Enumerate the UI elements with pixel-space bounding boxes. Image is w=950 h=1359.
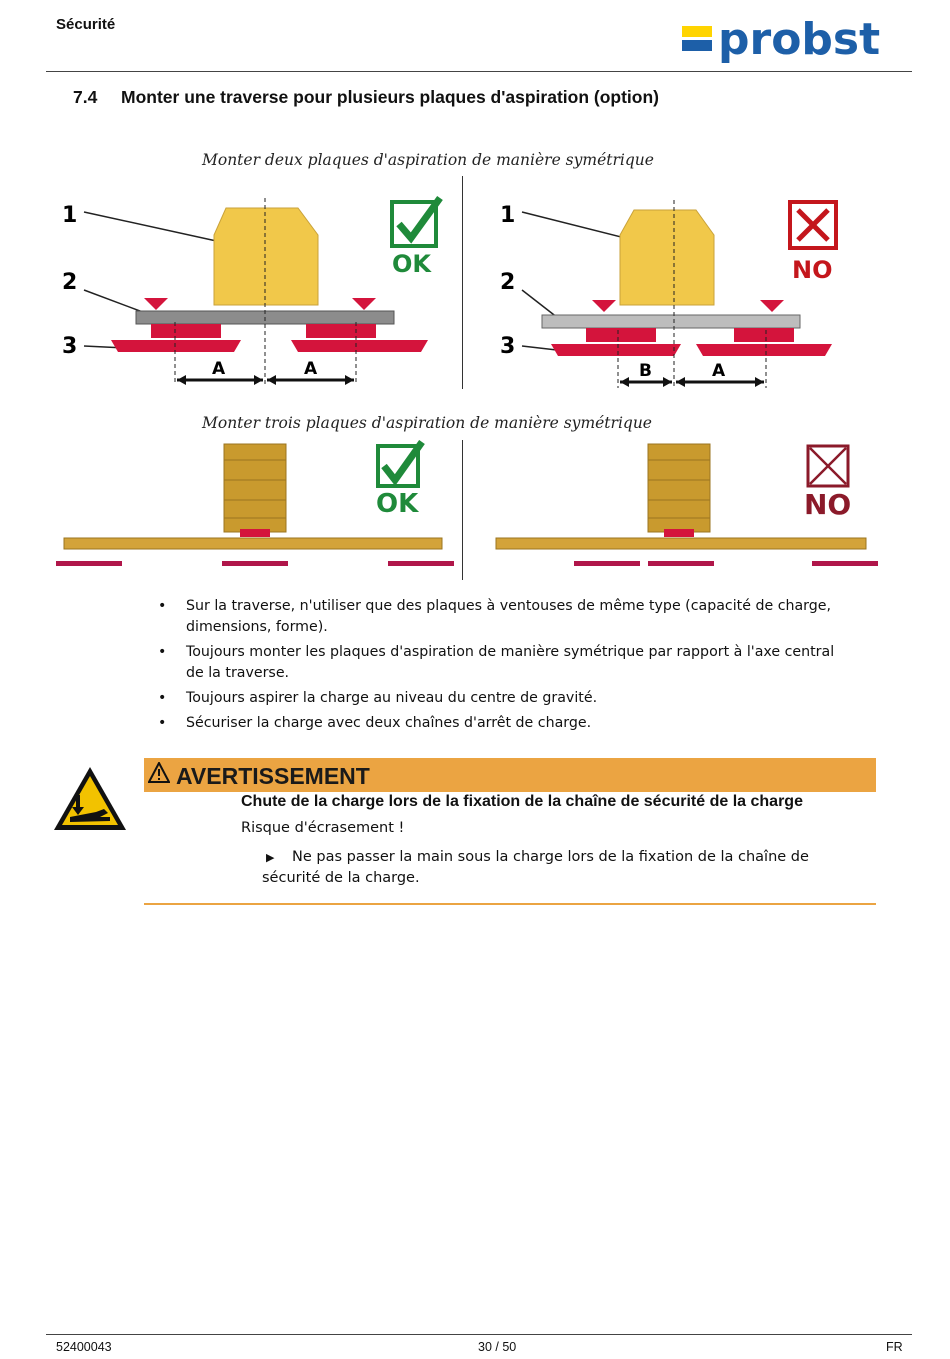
- figure1-divider: [462, 176, 463, 389]
- footer-doc-number: 52400043: [56, 1340, 112, 1354]
- label-2: 2: [500, 270, 516, 295]
- suction-plate-left: [111, 298, 241, 352]
- figure1-left-diagram: [56, 190, 456, 390]
- bullet-icon: •: [158, 690, 167, 706]
- bullet-icon: •: [158, 598, 167, 614]
- load-block: [648, 444, 710, 532]
- ok-check-icon: [378, 442, 422, 486]
- footer-page-number: 30 / 50: [478, 1340, 517, 1354]
- label-3: 3: [500, 334, 516, 359]
- warning-heading: Chute de la charge lors de la fixation de la chaîne de sécurité de la charge: [241, 793, 803, 810]
- footer-divider: [46, 1334, 912, 1335]
- arrow-right-icon: ▶: [266, 851, 275, 864]
- section-heading: [73, 87, 659, 108]
- suction-plate-left: [574, 561, 640, 566]
- dimension-b: B: [639, 361, 652, 381]
- crossbeam: [64, 538, 442, 549]
- figure2-right-diagram: [490, 440, 878, 570]
- dimension-a-left: A: [212, 359, 226, 379]
- load-block: [214, 208, 318, 305]
- bullet-icon: •: [158, 644, 167, 660]
- suction-plate-center: [648, 561, 714, 566]
- ok-label: OK: [376, 489, 419, 519]
- label-2: 2: [62, 270, 78, 295]
- no-label: NO: [804, 488, 852, 521]
- label-1: 1: [62, 203, 78, 228]
- figure1-right-diagram: [496, 190, 856, 390]
- suction-plate-right: [812, 561, 878, 566]
- warning-action: ▶ Ne pas passer la main sous la charge lors de la fixation de la chaîne de sécurité de la charge.: [262, 849, 809, 886]
- no-label: NO: [792, 256, 833, 284]
- no-cross-icon: [790, 202, 836, 248]
- figure2-caption: Monter trois plaques d'aspiration de manière symétrique: [202, 414, 652, 432]
- ok-label: OK: [392, 250, 431, 278]
- header-divider: [46, 71, 912, 72]
- warning-banner: [144, 758, 876, 792]
- suction-plate-right: [388, 561, 454, 566]
- bullet-icon: •: [158, 715, 167, 731]
- suction-plate-right: [291, 298, 428, 352]
- load-block: [224, 444, 286, 532]
- ok-check-icon: [392, 198, 440, 246]
- suction-plate-left: [56, 561, 122, 566]
- warning-triangle-icon: [148, 762, 170, 784]
- crossbeam: [542, 315, 800, 328]
- no-cross-icon: [808, 446, 848, 486]
- header-section-title: Sécurité: [56, 16, 116, 33]
- list-item: • Toujours monter les plaques d'aspiration de manière symétrique par rapport à l'axe central de la traverse.: [158, 644, 835, 681]
- probst-logo: [680, 20, 905, 70]
- crossbeam: [496, 538, 866, 549]
- suction-plate-center: [222, 561, 288, 566]
- figure2-divider: [462, 440, 463, 580]
- list-item: • Sécuriser la charge avec deux chaînes d'arrêt de charge.: [158, 713, 848, 734]
- dimension-a-right: A: [304, 359, 318, 379]
- warning-bottom-rule: [144, 903, 876, 905]
- section-number: 7.4: [73, 87, 98, 107]
- crush-hand-hazard-icon: [52, 765, 128, 832]
- list-item: • Sur la traverse, n'utiliser que des plaques à ventouses de même type (capacité de charge, dimensions, forme).: [158, 598, 832, 635]
- figure2-left-diagram: [54, 440, 456, 570]
- footer-language: FR: [886, 1340, 903, 1354]
- figure1-caption: Monter deux plaques d'aspiration de manière symétrique: [202, 151, 654, 169]
- warning-title: AVERTISSEMENT: [176, 763, 370, 789]
- section-title: Monter une traverse pour plusieurs plaques d'aspiration (option): [121, 87, 659, 107]
- warning-risk: Risque d'écrasement !: [241, 820, 405, 836]
- list-item: • Toujours aspirer la charge au niveau du centre de gravité.: [158, 688, 848, 709]
- label-3: 3: [62, 334, 78, 359]
- load-block: [620, 210, 714, 305]
- logo-text: probst: [718, 20, 881, 65]
- safety-rules-list: [158, 596, 848, 738]
- label-1: 1: [500, 203, 516, 228]
- dimension-a: A: [712, 361, 726, 381]
